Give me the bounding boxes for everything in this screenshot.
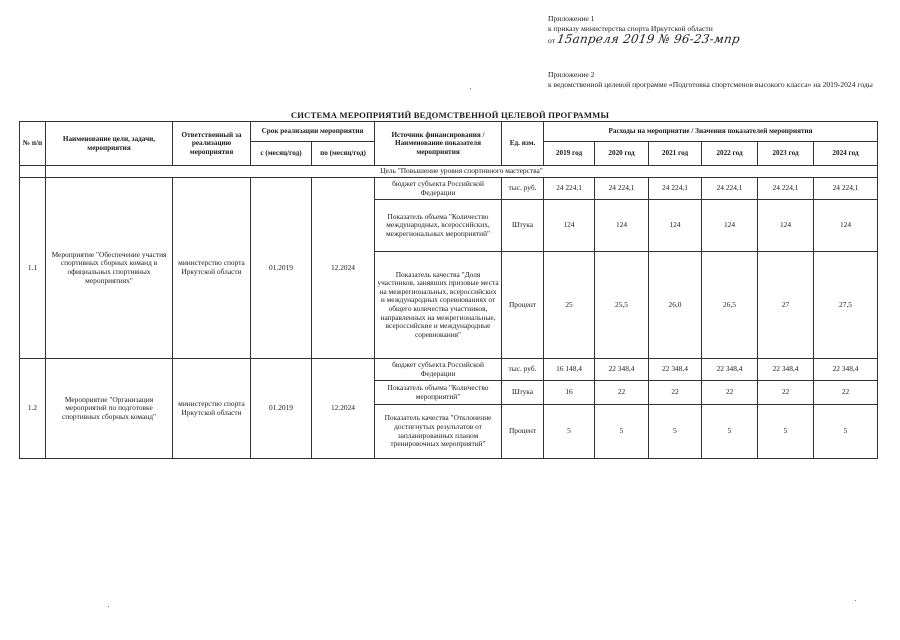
- appendix-1-date-prefix: от: [548, 36, 556, 45]
- value-2021: 24 224,1: [649, 178, 702, 200]
- value-2024: 22: [814, 381, 878, 405]
- goal-num-cell: [20, 166, 46, 178]
- value-2023: 22: [758, 381, 814, 405]
- value-2019: 24 224,1: [544, 178, 595, 200]
- header-from: с (месяц/год): [251, 142, 312, 166]
- header-year-2022: 2022 год: [702, 142, 758, 166]
- page-title: СИСТЕМА МЕРОПРИЯТИЙ ВЕДОМСТВЕННОЙ ЦЕЛЕВОЙ ПРОГРАММЫ: [290, 110, 610, 120]
- item-responsible: министерство спорта Иркутской области: [173, 178, 251, 359]
- value-2021: 22 348,4: [649, 359, 702, 381]
- value-2022: 26,5: [702, 252, 758, 359]
- value-2021: 26,0: [649, 252, 702, 359]
- value-2022: 5: [702, 405, 758, 459]
- value-2022: 24 224,1: [702, 178, 758, 200]
- appendix-1-order: к приказу министерства спорта Иркутской области: [548, 24, 713, 33]
- header-period: Срок реализации мероприятия: [251, 122, 375, 142]
- value-2019: 16 148,4: [544, 359, 595, 381]
- value-2023: 5: [758, 405, 814, 459]
- value-2022: 22 348,4: [702, 359, 758, 381]
- header-name: Наименование цели, задачи, мероприятия: [46, 122, 173, 166]
- row-unit: Штука: [502, 200, 544, 252]
- header-num: № п/п: [20, 122, 46, 166]
- value-2019: 16: [544, 381, 595, 405]
- value-2023: 24 224,1: [758, 178, 814, 200]
- value-2021: 22: [649, 381, 702, 405]
- value-2020: 24 224,1: [595, 178, 649, 200]
- value-2020: 124: [595, 200, 649, 252]
- value-2022: 22: [702, 381, 758, 405]
- value-2023: 124: [758, 200, 814, 252]
- row-unit: тыс. руб.: [502, 359, 544, 381]
- value-2020: 25,5: [595, 252, 649, 359]
- item-num: 1.1: [20, 178, 46, 359]
- value-2021: 5: [649, 405, 702, 459]
- value-2023: 22 348,4: [758, 359, 814, 381]
- value-2019: 124: [544, 200, 595, 252]
- value-2023: 27: [758, 252, 814, 359]
- scan-speck: [855, 600, 856, 601]
- row-unit: Штука: [502, 381, 544, 405]
- value-2024: 5: [814, 405, 878, 459]
- header-year-2023: 2023 год: [758, 142, 814, 166]
- item-from: 01.2019: [251, 178, 312, 359]
- table-row: [20, 178, 878, 200]
- item-from: 01.2019: [251, 359, 312, 459]
- header-year-2021: 2021 год: [649, 142, 702, 166]
- row-source: бюджет субъекта Российской Федерации: [375, 359, 502, 381]
- appendix-1-date-line: [548, 34, 740, 46]
- value-2024: 124: [814, 200, 878, 252]
- goal-text: Цель "Повышение уровня спортивного мастерства": [46, 166, 878, 178]
- row-source: Показатель объема "Количество международных, всероссийских, межрегиональных мероприятий": [375, 200, 502, 252]
- value-2024: 24 224,1: [814, 178, 878, 200]
- value-2019: 5: [544, 405, 595, 459]
- appendix-1-title: Приложение 1: [548, 14, 595, 23]
- value-2020: 5: [595, 405, 649, 459]
- header-row-1: [20, 122, 878, 142]
- appendix-2-block: [548, 70, 878, 90]
- row-unit: Процент: [502, 252, 544, 359]
- scan-speck: [108, 606, 109, 607]
- row-source: бюджет субъекта Российской Федерации: [375, 178, 502, 200]
- goal-row: [20, 166, 878, 178]
- table-row: [20, 359, 878, 381]
- value-2021: 124: [649, 200, 702, 252]
- header-expenses: Расходы на мероприятие / Значения показателей мероприятия: [544, 122, 878, 142]
- value-2024: 27,5: [814, 252, 878, 359]
- item-to: 12.2024: [312, 359, 375, 459]
- header-year-2019: 2019 год: [544, 142, 595, 166]
- row-source: Показатель качества "Доля участников, занявших призовые места на межрегиональных, всероссийских и международных соревнованиях от общего количества участников, направленных на межрегиональные, всероссийские и международные соревнования": [375, 252, 502, 359]
- item-to: 12.2024: [312, 178, 375, 359]
- item-name: Мероприятие "Организация мероприятий по подготовке спортивных сборных команд": [46, 359, 173, 459]
- row-unit: Процент: [502, 405, 544, 459]
- item-num: 1.2: [20, 359, 46, 459]
- handwritten-date-number: 15апреля 2019 № 96-23-мпр: [556, 32, 741, 46]
- header-source: Источник финансирования / Наименование показателя мероприятия: [375, 122, 502, 166]
- row-unit: тыс. руб.: [502, 178, 544, 200]
- scan-speck: [470, 88, 471, 89]
- row-source: Показатель объема "Количество мероприятий": [375, 381, 502, 405]
- value-2019: 25: [544, 252, 595, 359]
- appendix-1-block: [548, 14, 740, 46]
- appendix-2-program: к ведомственной целевой программе «Подготовка спортсменов высокого класса» на 2019-2024 годы: [548, 80, 873, 89]
- measures-table: [19, 121, 878, 459]
- row-source: Показатель качества "Отклонение достигнутых результатов от запланированных планом тренировочных мероприятий": [375, 405, 502, 459]
- header-responsible: Ответственный за реализацию мероприятия: [173, 122, 251, 166]
- value-2024: 22 348,4: [814, 359, 878, 381]
- header-year-2020: 2020 год: [595, 142, 649, 166]
- header-unit: Ед. изм.: [502, 122, 544, 166]
- value-2020: 22 348,4: [595, 359, 649, 381]
- header-to: по (месяц/год): [312, 142, 375, 166]
- item-responsible: министерство спорта Иркутской области: [173, 359, 251, 459]
- appendix-2-title: Приложение 2: [548, 70, 595, 79]
- value-2020: 22: [595, 381, 649, 405]
- item-name: Мероприятие "Обеспечение участия спортивных сборных команд в официальных спортивных мероприятиях": [46, 178, 173, 359]
- value-2022: 124: [702, 200, 758, 252]
- header-year-2024: 2024 год: [814, 142, 878, 166]
